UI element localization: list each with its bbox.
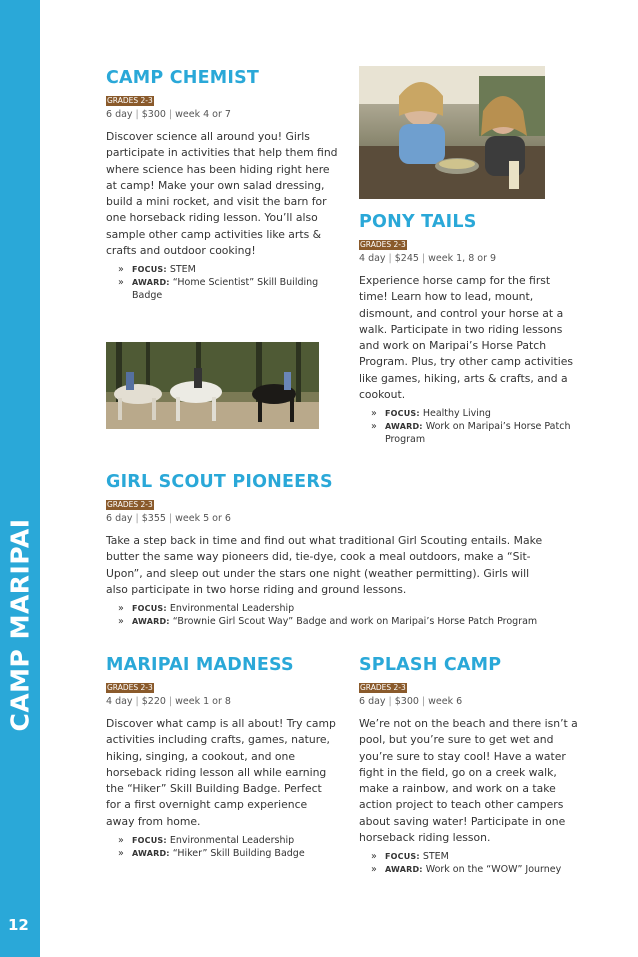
session-price: $300 [394, 696, 419, 707]
session-info: 6 day | $300 | week 4 or 7 [106, 109, 231, 120]
award-item: » AWARD: “Hiker” Skill Building Badge [118, 848, 305, 860]
session-length: 6 day [359, 696, 386, 707]
bullet-icon: » [118, 603, 124, 615]
splash-camp-section [359, 655, 579, 876]
bullet-icon: » [118, 616, 124, 628]
description: Discover what camp is all about! Try camp activities including crafts, games, nature, hiking, singing, a cookout, and one horseback riding lesson all while earning the “Hiker” Skill Building Badge. Perfect for a first overnight camp experience away from home. [106, 717, 336, 828]
description: Experience horse camp for the first time! Learn how to lead, mount, dismount, and control your horse at a walk. Participate in two riding lessons and work on Maripai’s Horse Patch Program. Plus, try other camp activities like games, hiking, arts & crafts, and a cookout. [359, 274, 573, 402]
session-length: 6 day [106, 109, 133, 120]
description: We’re not on the beach and there isn’t a pool, but you’re sure to get wet and you’re sure to stay cool! Have a water fight in the field, go on a creek walk, make a rainbow, and work on a take action project to teach other campers about saving water! Participate in one horseback riding lesson. [359, 717, 578, 845]
page-number: 12 [8, 916, 29, 934]
bullet-icon: » [118, 277, 124, 289]
girl-scout-pioneers-section [106, 472, 552, 628]
session-weeks: week 4 or 7 [175, 109, 231, 120]
bullet-icon: » [371, 851, 377, 863]
grades-badge: GRADES 2-3 [360, 240, 406, 249]
bullet-icon: » [371, 864, 377, 876]
grades-badge: GRADES 2-3 [107, 500, 153, 509]
focus-item: » FOCUS: Environmental Leadership [118, 835, 295, 847]
girls-cooking-photo [359, 66, 545, 199]
pony-tails-section [359, 212, 579, 446]
session-info: 6 day | $355 | week 5 or 6 [106, 513, 231, 524]
session-length: 4 day [106, 696, 133, 707]
sidebar [0, 0, 40, 957]
session-info: 4 day | $245 | week 1, 8 or 9 [359, 253, 497, 264]
bullet-icon: » [118, 848, 124, 860]
focus-item: » FOCUS: Environmental Leadership [118, 603, 295, 615]
bullet-icon: » [118, 835, 124, 847]
bullet-icon: » [118, 264, 124, 276]
session-weeks: week 1 or 8 [175, 696, 231, 707]
focus-item: » FOCUS: STEM [371, 851, 449, 863]
sidebar-title: CAMP MARIPAI [5, 518, 35, 732]
award-item: » AWARD: “Home Scientist” Skill Building Badge [118, 277, 319, 302]
description: Take a step back in time and find out what traditional Girl Scouting entails. Make butter the same way pioneers did, tie-dye, cook a meal outdoors, make a “Sit-Upon”, and sleep out under the stars one night (weather permitting). Girls will also participate in two horse riding and ground lessons. [106, 534, 543, 596]
award-item: » AWARD: Work on Maripai’s Horse Patch Program [371, 421, 571, 446]
maripai-madness-section [106, 655, 336, 860]
focus-item: » FOCUS: Healthy Living [371, 408, 491, 420]
focus-item: » FOCUS: STEM [118, 264, 196, 276]
session-price: $300 [141, 109, 166, 120]
pony-tails-title: PONY TAILS [359, 212, 477, 232]
session-weeks: week 6 [428, 696, 463, 707]
splash-camp-title: SPLASH CAMP [359, 655, 502, 675]
grades-badge: GRADES 2-3 [360, 683, 406, 692]
session-price: $220 [141, 696, 166, 707]
camp-chemist-title: CAMP CHEMIST [106, 68, 260, 88]
camp-chemist-section [106, 68, 338, 302]
bullet-icon: » [371, 421, 377, 433]
girl-scout-pioneers-title: GIRL SCOUT PIONEERS [106, 472, 333, 492]
session-info: 6 day | $300 | week 6 [359, 696, 463, 707]
award-item: » AWARD: Work on the “WOW” Journey [371, 864, 562, 876]
session-info: 4 day | $220 | week 1 or 8 [106, 696, 231, 707]
horseback-riding-photo [106, 342, 319, 429]
session-length: 6 day [106, 513, 133, 524]
session-price: $355 [141, 513, 166, 524]
award-item: » AWARD: “Brownie Girl Scout Way” Badge and work on Maripai’s Horse Patch Program [118, 616, 538, 628]
description: Discover science all around you! Girls participate in activities that help them find where science has been hiding right here at camp! Make your own salad dressing, build a mini rocket, and visit the barn for one horseback riding lesson. You’ll also sample other camp activities like arts & crafts and outdoor cooking! [106, 130, 338, 258]
session-weeks: week 5 or 6 [175, 513, 231, 524]
grades-badge: GRADES 2-3 [107, 96, 153, 105]
bullet-icon: » [371, 408, 377, 420]
session-weeks: week 1, 8 or 9 [428, 253, 497, 264]
session-price: $245 [394, 253, 419, 264]
session-length: 4 day [359, 253, 386, 264]
maripai-madness-title: MARIPAI MADNESS [106, 655, 294, 675]
grades-badge: GRADES 2-3 [107, 683, 153, 692]
